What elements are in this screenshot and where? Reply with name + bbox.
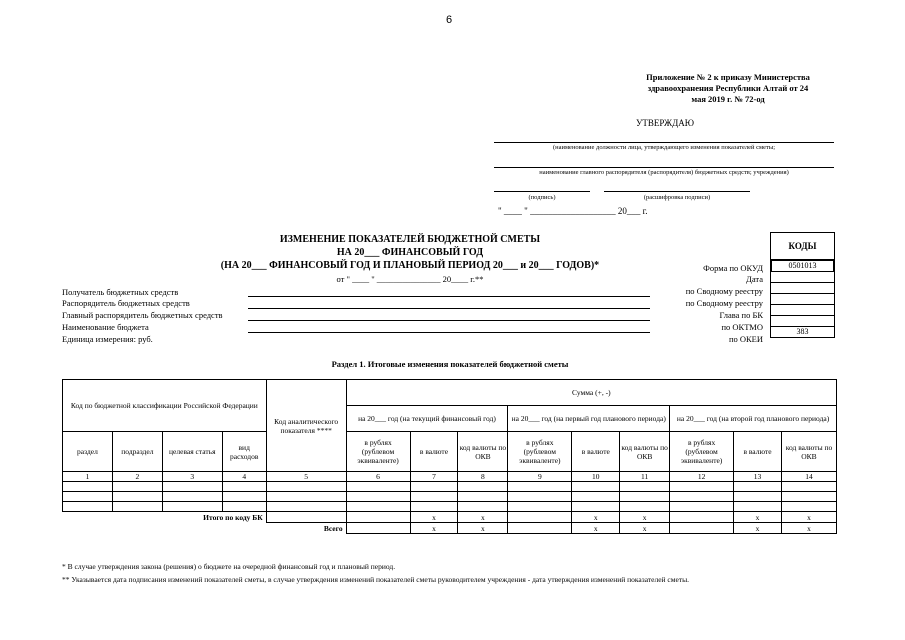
col-okv-header: код валюты по ОКВ [458, 432, 508, 472]
registry-code-1 [770, 282, 835, 293]
col-subsection-header: подраздел [112, 432, 162, 472]
col-number: 4 [222, 472, 266, 482]
signature-decode-caption: (расшифровка подписи) [643, 194, 711, 201]
registry-label-2: по Сводному реестру [685, 298, 763, 308]
col-number: 1 [63, 472, 113, 482]
col-rub-header: в рублях (рублевом эквиваленте) [670, 432, 734, 472]
manager-line [248, 308, 650, 309]
col-target-header: целевая статья [162, 432, 222, 472]
table-row [63, 492, 837, 502]
col-number: 8 [458, 472, 508, 482]
form-title-1: ИЗМЕНЕНИЕ ПОКАЗАТЕЛЕЙ БЮДЖЕТНОЙ СМЕТЫ [279, 234, 541, 245]
section-1-title: Раздел 1. Итоговые изменения показателей бюджетной сметы [331, 359, 569, 369]
total-bk-label: Итого по коду БК [203, 512, 263, 522]
col-number: 10 [572, 472, 620, 482]
main-manager-line [248, 320, 650, 321]
main-manager-label: Главный распорядитель бюджетных средств [62, 310, 223, 320]
col-rub-header: в рублях (рублевом эквиваленте) [508, 432, 572, 472]
table-row [63, 502, 837, 512]
total-bk-row [63, 512, 837, 523]
codes-header: КОДЫ [770, 232, 835, 259]
okud-label: Форма по ОКУД [703, 263, 763, 273]
x-mark: x [458, 512, 508, 523]
footnote-1: * В случае утверждения закона (решения) о бюджете на очередной финансовый год и плановый период. [62, 562, 396, 571]
oktmo-label: по ОКТМО [721, 322, 763, 332]
col-number: 11 [620, 472, 670, 482]
recipient-line [248, 296, 650, 297]
col-okv-header: код валюты по ОКВ [781, 432, 836, 472]
okei-code: 383 [770, 326, 835, 338]
budget-line [248, 332, 650, 333]
col-number: 7 [410, 472, 458, 482]
manager-label: Распорядитель бюджетных средств [62, 298, 190, 308]
x-mark: x [572, 512, 620, 523]
unit-label: Единица измерения: руб. [62, 334, 153, 344]
col-currency-header: в валюте [734, 432, 782, 472]
bk-label: Глава по БК [719, 310, 763, 320]
budget-changes-table [62, 379, 837, 534]
x-mark: x [781, 512, 836, 523]
approver-position-caption: (наименование должности лица, утверждающего изменения показателей сметы; [552, 144, 776, 151]
col-currency-header: в валюте [410, 432, 458, 472]
x-mark: x [781, 523, 836, 534]
budget-label: Наименование бюджета [62, 322, 149, 332]
sum-header: Сумма (+, -) [346, 380, 836, 406]
form-title-3: (НА 20___ ФИНАНСОВЫЙ ГОД И ПЛАНОВЫЙ ПЕРИОД 20___ и 20___ ГОДОВ)* [220, 260, 600, 271]
approver-position-line [494, 142, 834, 143]
col-currency-header: в валюте [572, 432, 620, 472]
second-plan-year-header: на 20___ год (на второй год планового периода) [670, 406, 837, 432]
date-label: Дата [746, 274, 763, 284]
col-number: 13 [734, 472, 782, 482]
col-section-header: раздел [63, 432, 113, 472]
table-row [63, 482, 837, 492]
x-mark: x [410, 512, 458, 523]
total-label: Всего [323, 523, 343, 533]
col-number: 14 [781, 472, 836, 482]
form-date: от " ____ " _______________ 20____ г.** [336, 274, 484, 284]
form-title-2: НА 20___ ФИНАНСОВЫЙ ГОД [336, 247, 484, 258]
x-mark: x [620, 512, 670, 523]
signature-caption: (подпись) [528, 194, 556, 201]
col-number: 9 [508, 472, 572, 482]
appendix-line-2: здравоохранения Республики Алтай от 24 [647, 83, 809, 93]
current-year-header: на 20___ год (на текущий финансовый год) [346, 406, 508, 432]
col-number: 3 [162, 472, 222, 482]
analytic-code-header: Код аналитического показателя **** [266, 380, 346, 472]
x-mark: x [620, 523, 670, 534]
okud-code: 0501013 [770, 259, 835, 271]
x-mark: x [410, 523, 458, 534]
approver-manager-line [494, 167, 834, 168]
appendix-line-1: Приложение № 2 к приказу Министерства [646, 72, 810, 82]
col-expense-type-header: вид расходов [222, 432, 266, 472]
approver-manager-caption: наименование главного распорядителя (распорядителя) бюджетных средств; учреждения) [539, 169, 789, 176]
okei-label: по ОКЕИ [728, 334, 763, 344]
registry-code-2 [770, 293, 835, 304]
signature-line [494, 191, 590, 192]
approval-date: " ____ " ___________________ 20___ г. [498, 206, 648, 216]
total-row [63, 523, 837, 534]
approve-word: УТВЕРЖДАЮ [636, 118, 695, 128]
page-number: 6 [446, 14, 453, 26]
codes-box [770, 232, 835, 338]
appendix-header [628, 72, 828, 105]
registry-label-1: по Сводному реестру [685, 286, 763, 296]
oktmo-code [770, 315, 835, 326]
bk-code-header: Код по бюджетной классификации Российской Федерации [63, 380, 267, 432]
appendix-line-3: мая 2019 г. № 72-од [691, 94, 765, 104]
x-mark: x [734, 523, 782, 534]
footnote-2: ** Указывается дата подписания изменений показателей сметы, в случае утверждения изменений показателей сметы руководителем учреждения - дата утверждения изменений показателей сметы. [62, 575, 690, 584]
col-number: 5 [266, 472, 346, 482]
x-mark: x [458, 523, 508, 534]
signature-decode-line [604, 191, 750, 192]
col-number: 6 [346, 472, 410, 482]
recipient-label: Получатель бюджетных средств [62, 287, 179, 297]
bk-code [770, 304, 835, 315]
col-okv-header: код валюты по ОКВ [620, 432, 670, 472]
first-plan-year-header: на 20___ год (на первый год планового периода) [508, 406, 670, 432]
col-rub-header: в рублях (рублевом эквиваленте) [346, 432, 410, 472]
col-number: 2 [112, 472, 162, 482]
x-mark: x [572, 523, 620, 534]
date-code [770, 271, 835, 282]
col-number: 12 [670, 472, 734, 482]
x-mark: x [734, 512, 782, 523]
